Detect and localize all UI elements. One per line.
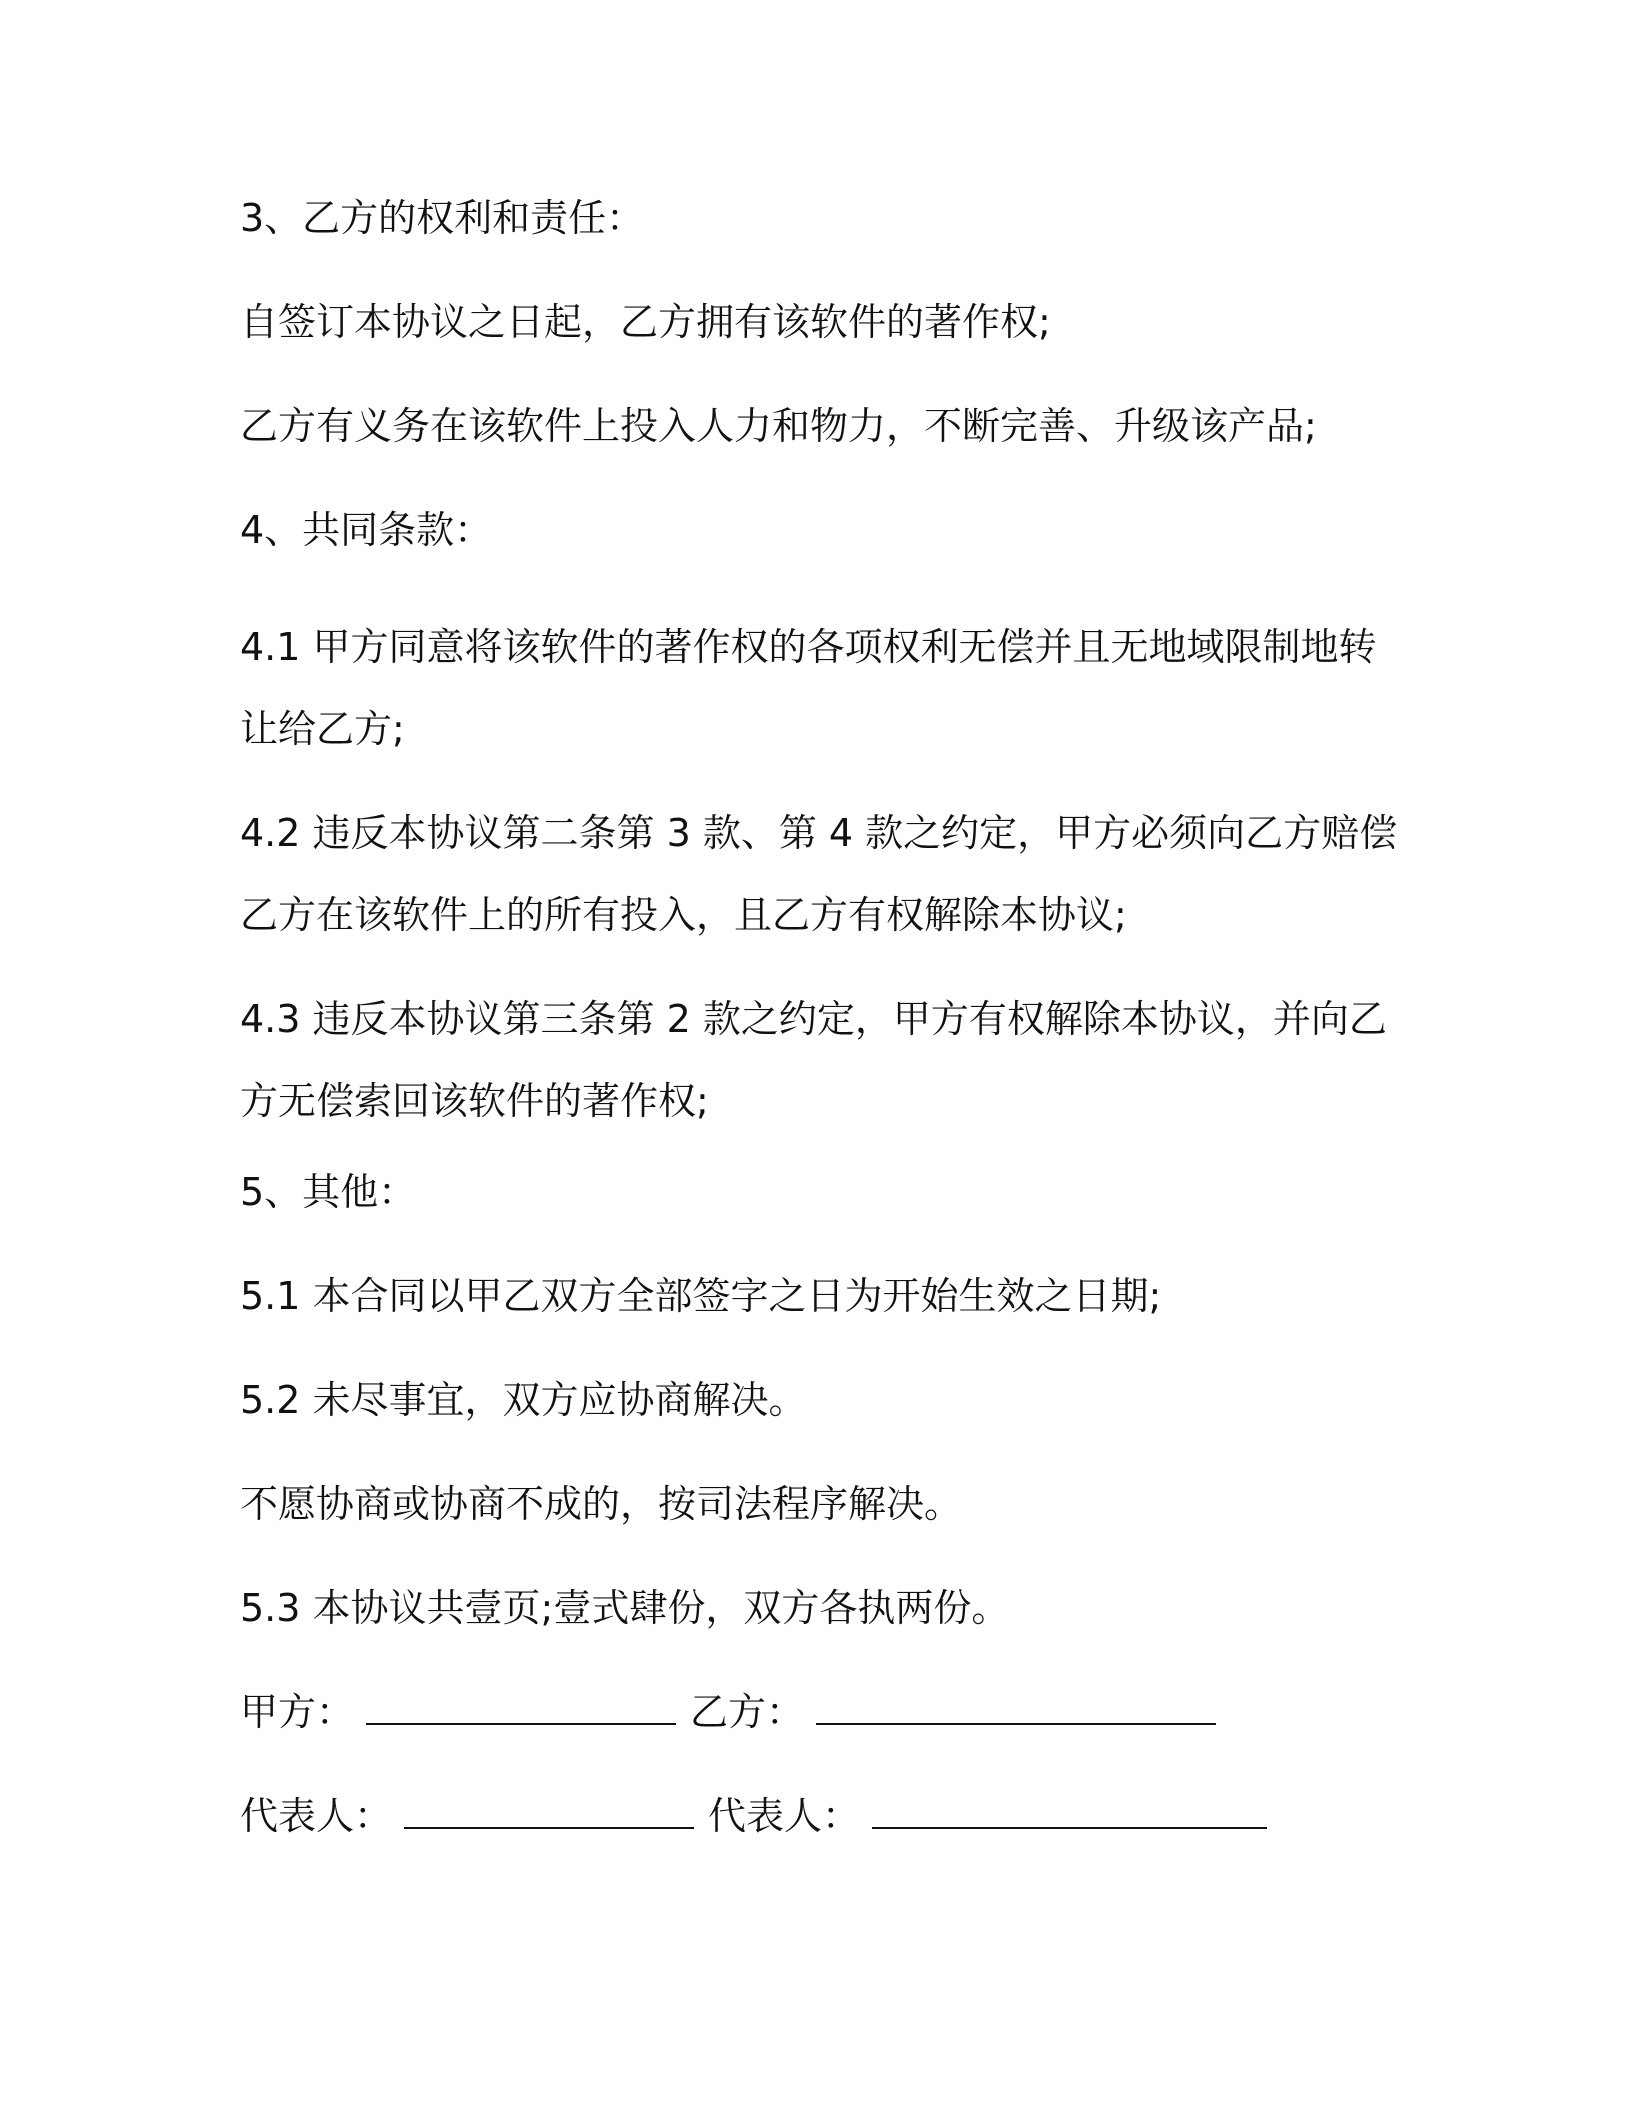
- party-a-label: 甲方：: [240, 1690, 355, 1734]
- clause-5-3: 5.3 本协议共壹页;壹式肆份，双方各执两份。: [240, 1586, 1010, 1630]
- section-5-heading: 5、其他：: [240, 1170, 417, 1214]
- document-body: [240, 190, 1400, 1892]
- party-b-signature-line[interactable]: [816, 1685, 1216, 1725]
- party-b-label: 乙方：: [690, 1690, 805, 1734]
- clause-3-1: 自签订本协议之日起，乙方拥有该软件的著作权;: [240, 300, 1051, 344]
- clause-4-1: 4.1 甲方同意将该软件的著作权的各项权利无偿并且无地域限制地转让给乙方;: [240, 625, 1377, 751]
- signature-row-parties: [240, 1684, 1400, 1740]
- section-3-heading: 3、乙方的权利和责任：: [240, 196, 645, 240]
- signature-row-representatives: [240, 1788, 1400, 1844]
- rep-b-signature-line[interactable]: [872, 1789, 1267, 1829]
- section-4-heading: 4、共同条款：: [240, 508, 493, 552]
- rep-a-label: 代表人：: [240, 1794, 393, 1838]
- rep-b-label: 代表人：: [708, 1794, 861, 1838]
- party-a-signature-line[interactable]: [366, 1685, 676, 1725]
- rep-a-signature-line[interactable]: [404, 1789, 694, 1829]
- clause-5-2-note: 不愿协商或协商不成的，按司法程序解决。: [240, 1482, 963, 1526]
- clause-4-3: 4.3 违反本协议第三条第 2 款之约定，甲方有权解除本协议，并向乙方无偿索回该软件的著作权;: [240, 997, 1387, 1123]
- clause-5-1: 5.1 本合同以甲乙双方全部签字之日为开始生效之日期;: [240, 1274, 1162, 1318]
- clause-4-2: 4.2 违反本协议第二条第 3 款、第 4 款之约定，甲方必须向乙方赔偿乙方在该软件上的所有投入，且乙方有权解除本协议;: [240, 811, 1398, 937]
- clause-5-2: 5.2 未尽事宜，双方应协商解决。: [240, 1378, 807, 1422]
- clause-3-2: 乙方有义务在该软件上投入人力和物力，不断完善、升级该产品;: [240, 404, 1317, 448]
